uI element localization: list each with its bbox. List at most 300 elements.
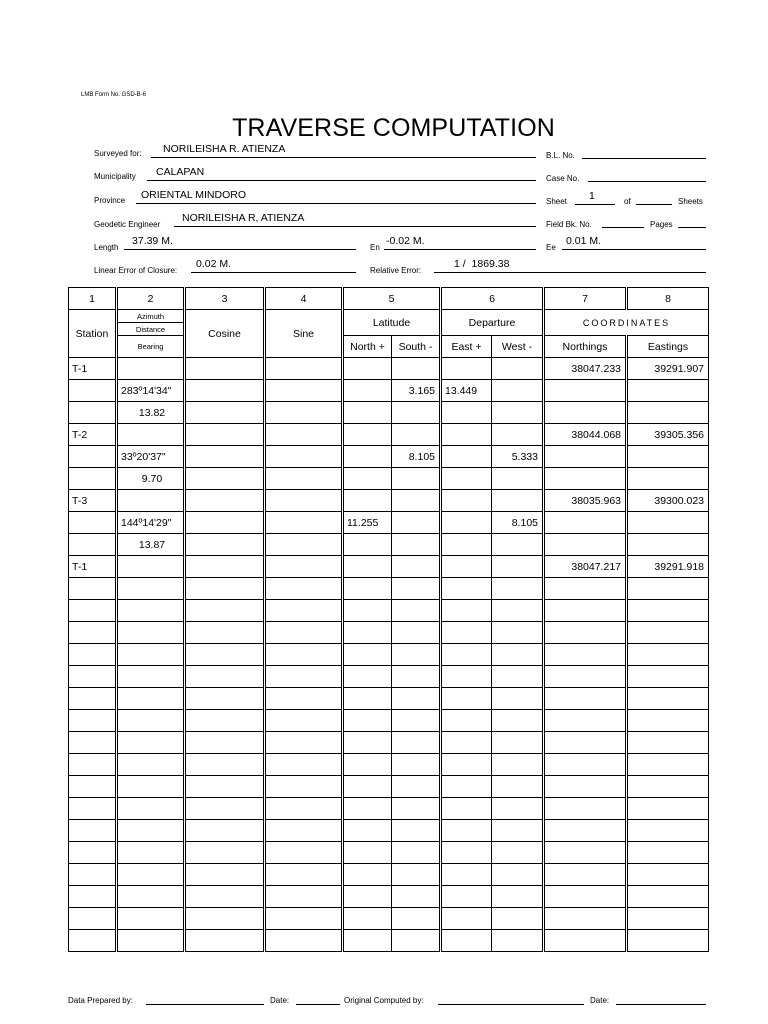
cosine-cell[interactable] [185,446,265,468]
header-north: North + [343,336,392,358]
station-cell[interactable] [69,908,117,930]
east-cell[interactable] [441,622,492,644]
eastings-cell[interactable] [627,688,709,710]
cosine-cell[interactable] [185,842,265,864]
cosine-cell[interactable] [185,754,265,776]
northings-cell[interactable] [544,512,627,534]
table-row [69,402,709,424]
station-cell[interactable] [69,886,117,908]
azimuth-distance-cell[interactable] [117,908,185,930]
cosine-cell[interactable] [185,776,265,798]
south-cell[interactable] [392,908,441,930]
sine-cell[interactable] [265,886,343,908]
north-cell[interactable] [343,842,392,864]
south-cell[interactable] [392,578,441,600]
cosine-cell[interactable] [185,380,265,402]
cosine-cell[interactable] [185,512,265,534]
west-cell[interactable] [492,468,544,490]
west-cell[interactable] [492,666,544,688]
east-cell[interactable] [441,732,492,754]
west-cell[interactable] [492,402,544,424]
station-cell[interactable]: T-3 [69,490,117,512]
azimuth-distance-cell[interactable] [117,864,185,886]
sine-cell[interactable] [265,732,343,754]
sine-cell[interactable] [265,556,343,578]
west-cell[interactable]: 5.333 [492,446,544,468]
east-cell[interactable] [441,710,492,732]
west-cell[interactable]: 8.105 [492,512,544,534]
south-cell[interactable] [392,644,441,666]
south-cell[interactable] [392,886,441,908]
west-cell[interactable] [492,556,544,578]
azimuth-distance-cell[interactable] [117,754,185,776]
length-value[interactable]: 37.39 M. [132,235,173,247]
station-cell[interactable] [69,776,117,798]
field-book-label: Field Bk. No. [546,220,592,229]
west-cell[interactable] [492,864,544,886]
linear-error-value[interactable]: 0.02 M. [196,258,232,270]
cosine-cell[interactable] [185,358,265,380]
south-cell[interactable] [392,688,441,710]
eastings-cell[interactable] [627,666,709,688]
south-cell[interactable] [392,842,441,864]
eastings-cell[interactable] [627,820,709,842]
sine-cell[interactable] [265,688,343,710]
azimuth-distance-cell[interactable] [117,710,185,732]
geodetic-engineer-value[interactable]: NORILEISHA R, ATIENZA [182,212,305,224]
station-cell[interactable] [69,864,117,886]
north-cell[interactable] [343,380,392,402]
east-cell[interactable] [441,820,492,842]
eastings-cell[interactable] [627,908,709,930]
sine-cell[interactable] [265,358,343,380]
east-cell[interactable] [441,864,492,886]
north-cell[interactable] [343,622,392,644]
sine-cell[interactable] [265,776,343,798]
north-cell[interactable] [343,886,392,908]
east-cell[interactable] [441,556,492,578]
west-cell[interactable] [492,688,544,710]
cosine-cell[interactable] [185,798,265,820]
north-cell[interactable] [343,776,392,798]
data-prepared-by-label: Data Prepared by: [68,996,133,1005]
length-label: Length [94,243,119,252]
northings-cell[interactable] [544,710,627,732]
northings-cell[interactable] [544,754,627,776]
south-cell[interactable] [392,534,441,556]
sine-cell[interactable] [265,820,343,842]
table-row [69,534,709,556]
west-cell[interactable] [492,820,544,842]
sine-cell[interactable] [265,864,343,886]
station-cell[interactable] [69,512,117,534]
northings-cell[interactable]: 38035.963 [544,490,627,512]
northings-cell[interactable] [544,468,627,490]
south-cell[interactable]: 3.165 [392,380,441,402]
west-cell[interactable] [492,490,544,512]
station-cell[interactable] [69,754,117,776]
station-cell[interactable] [69,578,117,600]
cosine-cell[interactable] [185,534,265,556]
cosine-cell[interactable] [185,864,265,886]
north-cell[interactable] [343,666,392,688]
eastings-cell[interactable] [627,578,709,600]
south-cell[interactable] [392,864,441,886]
north-cell[interactable] [343,732,392,754]
east-cell[interactable] [441,490,492,512]
sine-cell[interactable] [265,446,343,468]
station-cell[interactable] [69,468,117,490]
sheet-label: Sheet [546,197,567,206]
azimuth-distance-cell[interactable]: 13.82 [117,402,185,424]
relative-error-label: Relative Error: [370,266,422,275]
east-cell[interactable] [441,798,492,820]
table-row [69,490,709,512]
east-cell[interactable] [441,512,492,534]
azimuth-distance-cell[interactable] [117,622,185,644]
station-cell[interactable]: T-2 [69,424,117,446]
eastings-cell[interactable]: 39291.918 [627,556,709,578]
north-cell[interactable] [343,754,392,776]
northings-cell[interactable]: 38047.233 [544,358,627,380]
south-cell[interactable] [392,798,441,820]
northings-cell[interactable]: 38047.217 [544,556,627,578]
east-cell[interactable] [441,776,492,798]
west-cell[interactable] [492,578,544,600]
northings-cell[interactable] [544,798,627,820]
north-cell[interactable] [343,468,392,490]
station-cell[interactable] [69,688,117,710]
cosine-cell[interactable] [185,710,265,732]
northings-cell[interactable] [544,930,627,952]
northings-cell[interactable] [544,842,627,864]
north-cell[interactable] [343,490,392,512]
northings-cell[interactable] [544,578,627,600]
northings-cell[interactable] [544,600,627,622]
sine-cell[interactable] [265,842,343,864]
station-cell[interactable] [69,798,117,820]
sine-cell[interactable] [265,600,343,622]
eastings-cell[interactable] [627,842,709,864]
east-cell[interactable] [441,424,492,446]
eastings-cell[interactable] [627,864,709,886]
station-cell[interactable] [69,380,117,402]
north-cell[interactable] [343,600,392,622]
cosine-cell[interactable] [185,402,265,424]
west-cell[interactable] [492,776,544,798]
azimuth-distance-cell[interactable] [117,842,185,864]
south-cell[interactable] [392,732,441,754]
azimuth-distance-cell[interactable] [117,358,185,380]
northings-cell[interactable] [544,886,627,908]
east-cell[interactable] [441,578,492,600]
azimuth-distance-cell[interactable] [117,600,185,622]
south-cell[interactable] [392,820,441,842]
west-cell[interactable] [492,534,544,556]
south-cell[interactable] [392,622,441,644]
cosine-cell[interactable] [185,930,265,952]
station-cell[interactable] [69,842,117,864]
station-cell[interactable] [69,402,117,424]
table-row [69,556,709,578]
south-cell[interactable] [392,490,441,512]
eastings-cell[interactable]: 39305.356 [627,424,709,446]
north-cell[interactable] [343,402,392,424]
sine-cell[interactable] [265,798,343,820]
south-cell[interactable] [392,600,441,622]
west-cell[interactable] [492,930,544,952]
table-row [69,754,709,776]
sine-cell[interactable] [265,490,343,512]
north-cell[interactable] [343,556,392,578]
south-cell[interactable] [392,776,441,798]
north-cell[interactable] [343,578,392,600]
north-cell[interactable] [343,864,392,886]
eastings-cell[interactable] [627,622,709,644]
table-row [69,732,709,754]
eastings-cell[interactable] [627,600,709,622]
east-cell[interactable] [441,930,492,952]
north-cell[interactable] [343,820,392,842]
header-south: South - [392,336,441,358]
east-cell[interactable] [441,666,492,688]
cosine-cell[interactable] [185,666,265,688]
east-cell[interactable] [441,842,492,864]
west-cell[interactable] [492,732,544,754]
sine-cell[interactable] [265,666,343,688]
cosine-cell[interactable] [185,908,265,930]
eastings-cell[interactable] [627,534,709,556]
azimuth-distance-cell[interactable] [117,666,185,688]
east-cell[interactable]: 13.449 [441,380,492,402]
cosine-cell[interactable] [185,556,265,578]
northings-cell[interactable] [544,688,627,710]
south-cell[interactable] [392,930,441,952]
sine-cell[interactable] [265,710,343,732]
west-cell[interactable] [492,886,544,908]
east-cell[interactable] [441,534,492,556]
west-cell[interactable] [492,798,544,820]
bl-no-label: B.L. No. [546,151,575,160]
province-value[interactable]: ORIENTAL MINDORO [141,189,247,201]
east-cell[interactable] [441,468,492,490]
sine-cell[interactable] [265,534,343,556]
col-number-7: 7 [544,288,627,310]
station-cell[interactable] [69,820,117,842]
south-cell[interactable] [392,402,441,424]
sine-cell[interactable] [265,468,343,490]
northings-cell[interactable] [544,732,627,754]
azimuth-distance-cell[interactable]: 144º14'29" [117,512,185,534]
south-cell[interactable] [392,424,441,446]
azimuth-distance-cell[interactable] [117,644,185,666]
west-cell[interactable] [492,424,544,446]
west-cell[interactable] [492,644,544,666]
station-cell[interactable]: T-1 [69,556,117,578]
eastings-cell[interactable] [627,644,709,666]
col-number-5: 5 [343,288,441,310]
north-cell[interactable] [343,534,392,556]
south-cell[interactable] [392,358,441,380]
northings-cell[interactable] [544,908,627,930]
azimuth-distance-cell[interactable] [117,798,185,820]
east-cell[interactable] [441,886,492,908]
sine-cell[interactable] [265,908,343,930]
surveyed-for-value[interactable]: NORILEISHA R. ATIENZA [163,143,286,155]
azimuth-distance-cell[interactable] [117,490,185,512]
west-cell[interactable] [492,754,544,776]
west-cell[interactable] [492,908,544,930]
north-cell[interactable] [343,688,392,710]
south-cell[interactable] [392,666,441,688]
azimuth-distance-cell[interactable] [117,930,185,952]
north-cell[interactable] [343,798,392,820]
north-cell[interactable] [343,644,392,666]
sine-cell[interactable] [265,930,343,952]
station-cell[interactable] [69,534,117,556]
sine-cell[interactable] [265,622,343,644]
south-cell[interactable] [392,512,441,534]
azimuth-distance-cell[interactable]: 13.87 [117,534,185,556]
col-number-8: 8 [627,288,709,310]
table-row [69,842,709,864]
north-cell[interactable] [343,710,392,732]
northings-cell[interactable] [544,644,627,666]
azimuth-distance-cell[interactable] [117,732,185,754]
table-row [69,512,709,534]
northings-cell[interactable] [544,864,627,886]
eastings-cell[interactable] [627,732,709,754]
sheet-value[interactable]: 1 [589,190,595,202]
table-row [69,820,709,842]
east-cell[interactable] [441,446,492,468]
azimuth-distance-cell[interactable] [117,886,185,908]
eastings-cell[interactable] [627,930,709,952]
east-cell[interactable] [441,600,492,622]
cosine-cell[interactable] [185,468,265,490]
sine-cell[interactable] [265,644,343,666]
cosine-cell[interactable] [185,600,265,622]
en-value[interactable]: -0.02 M. [386,235,425,247]
sine-cell[interactable] [265,578,343,600]
cosine-cell[interactable] [185,820,265,842]
east-cell[interactable] [441,358,492,380]
sine-cell[interactable] [265,754,343,776]
azimuth-distance-cell[interactable]: 9.70 [117,468,185,490]
eastings-cell[interactable]: 39300.023 [627,490,709,512]
west-cell[interactable] [492,842,544,864]
sine-cell[interactable] [265,380,343,402]
sine-cell[interactable] [265,402,343,424]
north-cell[interactable] [343,446,392,468]
west-cell[interactable] [492,600,544,622]
station-cell[interactable] [69,600,117,622]
station-cell[interactable] [69,622,117,644]
eastings-cell[interactable] [627,710,709,732]
azimuth-distance-cell[interactable]: 33º20'37" [117,446,185,468]
cosine-cell[interactable] [185,622,265,644]
north-cell[interactable] [343,908,392,930]
northings-cell[interactable] [544,446,627,468]
south-cell[interactable] [392,468,441,490]
azimuth-distance-cell[interactable] [117,820,185,842]
cosine-cell[interactable] [185,732,265,754]
northings-cell[interactable] [544,776,627,798]
south-cell[interactable] [392,556,441,578]
northings-cell[interactable] [544,820,627,842]
east-cell[interactable] [441,644,492,666]
cosine-cell[interactable] [185,424,265,446]
station-cell[interactable] [69,930,117,952]
east-cell[interactable] [441,402,492,424]
eastings-cell[interactable] [627,776,709,798]
ee-value[interactable]: 0.01 M. [566,235,602,247]
north-cell[interactable] [343,424,392,446]
sine-cell[interactable] [265,512,343,534]
eastings-cell[interactable] [627,512,709,534]
cosine-cell[interactable] [185,490,265,512]
northings-cell[interactable] [544,402,627,424]
eastings-cell[interactable]: 39291.907 [627,358,709,380]
azimuth-distance-cell[interactable]: 283º14'34" [117,380,185,402]
eastings-cell[interactable] [627,402,709,424]
sine-cell[interactable] [265,424,343,446]
cosine-cell[interactable] [185,886,265,908]
station-cell[interactable] [69,666,117,688]
eastings-cell[interactable] [627,446,709,468]
west-cell[interactable] [492,380,544,402]
azimuth-distance-cell[interactable] [117,424,185,446]
south-cell[interactable]: 8.105 [392,446,441,468]
eastings-cell[interactable] [627,798,709,820]
northings-cell[interactable] [544,666,627,688]
station-cell[interactable] [69,732,117,754]
northings-cell[interactable] [544,622,627,644]
eastings-cell[interactable] [627,380,709,402]
northings-cell[interactable] [544,380,627,402]
north-cell[interactable] [343,358,392,380]
azimuth-distance-cell[interactable] [117,578,185,600]
eastings-cell[interactable] [627,468,709,490]
azimuth-distance-cell[interactable] [117,776,185,798]
station-cell[interactable] [69,644,117,666]
east-cell[interactable] [441,688,492,710]
east-cell[interactable] [441,754,492,776]
azimuth-distance-cell[interactable] [117,556,185,578]
northings-cell[interactable] [544,534,627,556]
west-cell[interactable] [492,622,544,644]
west-cell[interactable] [492,358,544,380]
station-cell[interactable]: T-1 [69,358,117,380]
eastings-cell[interactable] [627,886,709,908]
cosine-cell[interactable] [185,578,265,600]
south-cell[interactable] [392,710,441,732]
south-cell[interactable] [392,754,441,776]
west-cell[interactable] [492,710,544,732]
cosine-cell[interactable] [185,688,265,710]
cosine-cell[interactable] [185,644,265,666]
northings-cell[interactable]: 38044.068 [544,424,627,446]
north-cell[interactable]: 11.255 [343,512,392,534]
municipality-value[interactable]: CALAPAN [156,166,205,178]
eastings-cell[interactable] [627,754,709,776]
east-cell[interactable] [441,908,492,930]
north-cell[interactable] [343,930,392,952]
azimuth-distance-cell[interactable] [117,688,185,710]
station-cell[interactable] [69,446,117,468]
relative-error-value[interactable]: 1 / 1869.38 [454,258,510,270]
station-cell[interactable] [69,710,117,732]
